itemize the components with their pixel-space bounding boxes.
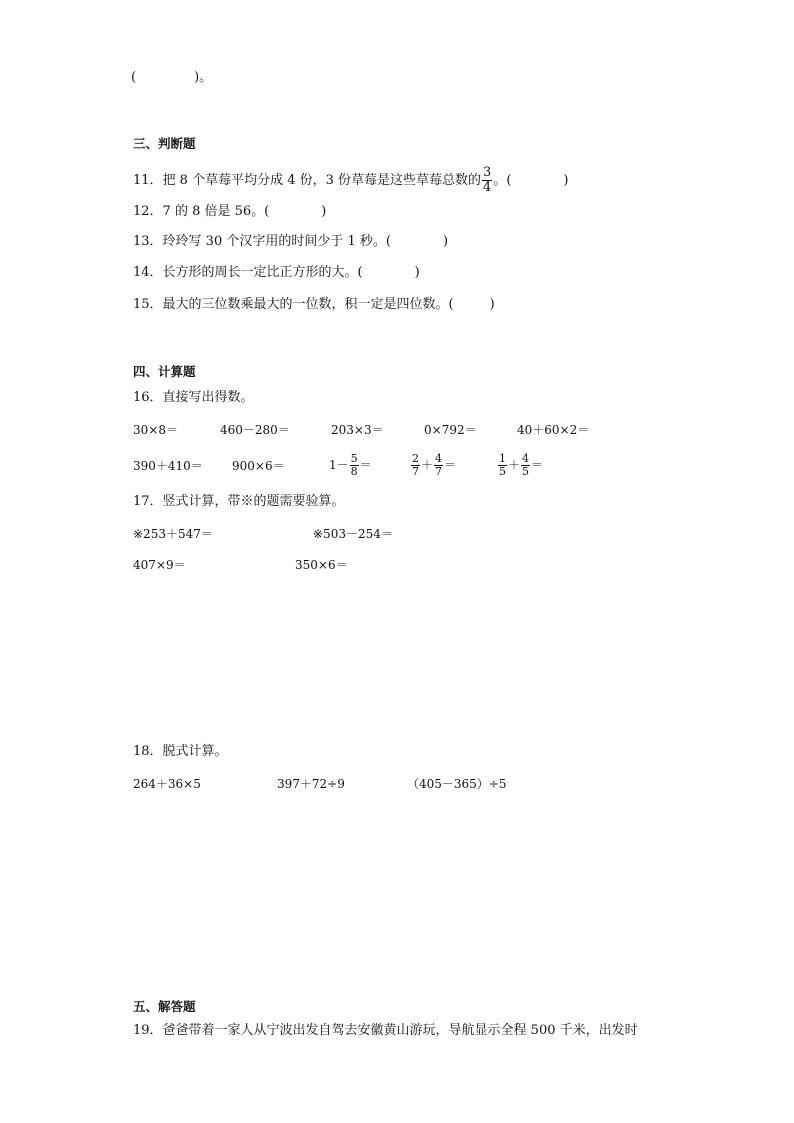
fraction: [350, 453, 359, 478]
stepwise-calc-item: 264＋36×5: [133, 777, 201, 791]
answer-blank-top: [131, 70, 212, 86]
frac-numerator: 4: [522, 452, 530, 465]
frac-numerator: 2: [412, 452, 419, 465]
question-16-label: 16．直接写出得数。: [133, 390, 254, 405]
frac-denominator: 7: [412, 465, 419, 478]
equals: ＝: [444, 458, 457, 472]
section-heading-judgement: 三、判断题: [133, 136, 196, 151]
q15-text: 15．最大的三位数乘最大的一位数，积一定是四位数。(: [133, 297, 454, 312]
calc-item-fraction-2: [410, 450, 456, 480]
q15-paren-close: ): [489, 297, 495, 312]
fraction: [411, 453, 420, 478]
equals: ＝: [359, 458, 372, 472]
q13-text: 13．玲玲写 30 个汉字用的时间少于 1 秒。(: [133, 234, 391, 249]
calc-item: 900×6＝: [232, 459, 285, 473]
vertical-calc-item: ※503－254＝: [313, 527, 393, 541]
section-heading-calculation: 四、计算题: [133, 364, 196, 379]
question-15: [133, 297, 495, 313]
frac-denominator: 5: [522, 465, 530, 478]
q12-text: 12．7 的 8 倍是 56。(: [133, 204, 270, 219]
q11-paren-open: 。(: [493, 173, 512, 188]
plus: ＋: [421, 458, 434, 472]
question-13: [133, 234, 448, 250]
frac-denominator: 7: [435, 465, 443, 478]
equals: ＝: [531, 458, 544, 472]
frac-numerator: 1: [499, 452, 506, 465]
question-14: [133, 265, 420, 281]
q11-paren-close: ): [563, 173, 569, 188]
plus: ＋: [508, 458, 521, 472]
paren-open: (: [131, 70, 137, 85]
vertical-calc-item: 350×6＝: [295, 558, 348, 572]
question-11: [133, 166, 568, 195]
q11-text: 11．把 8 个草莓平均分成 4 份，3 份草莓是这些草莓总数的: [133, 173, 482, 188]
calc-item: 460－280＝: [220, 423, 290, 437]
paren-close: )。: [194, 70, 213, 85]
stepwise-calc-item: （405－365）÷5: [407, 777, 507, 791]
fraction: [521, 453, 530, 478]
q14-text: 14．长方形的周长一定比正方形的大。(: [133, 265, 363, 280]
stepwise-calc-item: 397＋72÷9: [277, 777, 345, 791]
frac-numerator: 5: [350, 452, 358, 465]
section-heading-word-problems: 五、解答题: [133, 999, 196, 1014]
vertical-calc-item: 407×9＝: [133, 558, 186, 572]
fraction: [434, 453, 443, 478]
q12-paren-close: ): [321, 204, 327, 219]
calc-item: 0×792＝: [424, 423, 477, 437]
frac-denominator: 8: [350, 465, 358, 478]
calc-item: 30×8＝: [133, 423, 178, 437]
q13-paren-close: ): [442, 234, 449, 249]
question-19: 19．爸爸带着一家人从宁波出发自驾去安徽黄山游玩，导航显示全程 500 千米，出发时: [133, 1023, 638, 1038]
fraction: [498, 453, 507, 478]
q14-paren-close: ): [414, 265, 420, 280]
vertical-calc-item: ※253＋547＝: [133, 527, 213, 541]
calc-item-fraction-3: [497, 450, 543, 480]
calc-item: 390＋410＝: [133, 459, 203, 473]
calc-item-fraction-1: [329, 450, 372, 480]
question-18-label: 18．脱式计算。: [133, 744, 228, 759]
frac-denominator: 5: [499, 465, 506, 478]
question-12: [133, 204, 326, 220]
frac-numerator: 3: [483, 165, 492, 180]
fraction-3-4: [482, 166, 492, 195]
calc-item: 203×3＝: [331, 423, 384, 437]
frac-numerator: 4: [435, 452, 443, 465]
frac-denominator: 4: [483, 180, 492, 195]
calc-item: 40＋60×2＝: [517, 423, 590, 437]
question-17-label: 17．竖式计算，带※的题需要验算。: [133, 494, 345, 509]
frac-prefix: 1－: [329, 458, 349, 472]
